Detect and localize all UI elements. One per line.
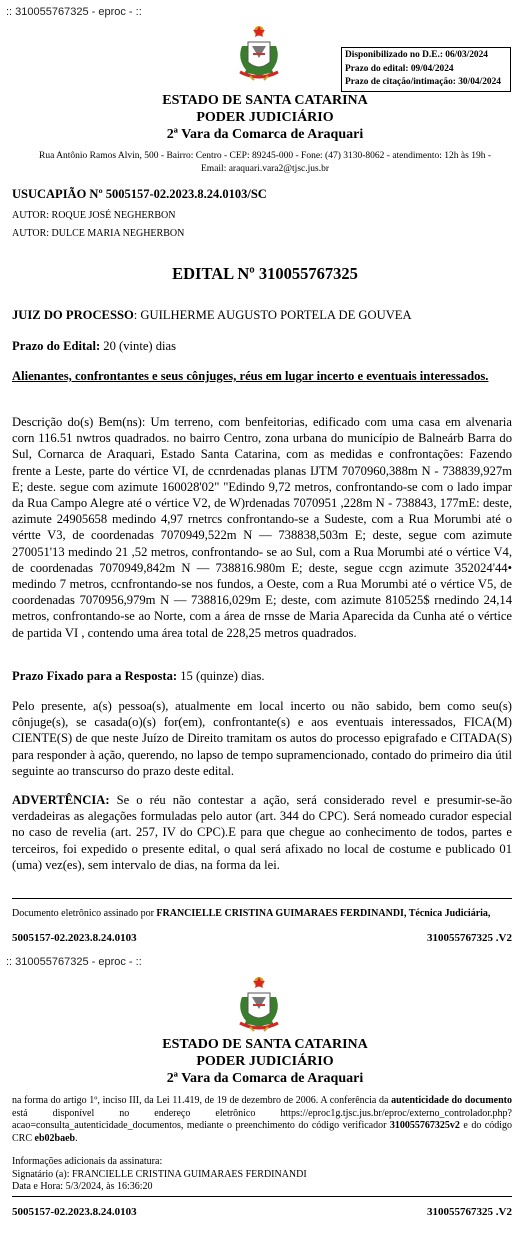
judge-name: : GUILHERME AUGUSTO PORTELA DE GOUVEA (133, 308, 412, 322)
state-coat-of-arms (234, 24, 284, 87)
edital-period-line (12, 338, 512, 354)
page-header-label: :: 310055767325 - eproc - :: (6, 956, 142, 968)
court-address: Rua Antônio Ramos Alvin, 500 - Bairro: Centro - CEP: 89245-000 - Fone: (47) 3130-8062 - atendimento: 12h às 19h - (39, 151, 491, 161)
footer-document-id: 310055767325 .V2 (427, 1206, 512, 1218)
property-description: Descrição do(s) Bem(ns): Um terreno, com benfeitorias, edificado com uma casa em alvenaria corn 116.51 nwtros quadrados. no bairro Centro, zona urbana do município de Balneárb Barra do Sul, Cornarca de Araquari, Estado Santa Catarina, com as medidas e confrontações: Fazendo frente a Leste, parte do vértice VI, de ccnrdenadas planas IJTM 7070960,388m N - 738839,927m E; deste. segue com azimute 160028'02" "Edindo 9,72 metros, confrontando-se com o lado impar da Rua Campo Alegre até o vértice V2, de W)rdenadas 7070951 ,228m N - 738843, 177mE: deste, azimute 24905658 medindo 4,97 rnetrcs confrontando-se a Sudeste, com a Rua Morumbi até o vértte V3, de coordenadas 7070949,522m N — 738838,503m E; deste, segue com azimute 270051'13 medindo 21 ,52 metros, confrontando- se ao Sul, com a Rua Morumbi até o vértice V4, de coordenadas 7070949,842m N — 738816.980m E; deste, segue ccgn azimute 352024'44• medindo 7 metros, ccnfrontando-se nos fundos, a Oeste, com a Rua Morumbi até o vértice V5, de coordenadas 7070956,979m N — 738816,029m E; deste, com azimute 810525$ rnedindo 24,14 metros, confrontando-se ao Norte, com a área de rnsse de Maria Aparecida da Cunha até o vértice de partida VI , contendo uma área total de 228,25 metros quadrados. (12, 415, 512, 640)
edital-period-value: 20 (vinte) dias (100, 339, 177, 353)
footer-process-number: 5005157-02.2023.8.24.0103 (12, 932, 137, 944)
electronic-signature-line (12, 908, 512, 919)
signatory: Signatário (a): FRANCIELLE CRISTINA GUIMARAES FERDINANDI (12, 1168, 307, 1180)
state-coat-of-arms (234, 975, 284, 1038)
signature-datetime: Data e Hora: 5/3/2024, às 16:36:20 (12, 1181, 153, 1192)
court-email: Email: araquari.vara2@tjsc.jus.br (201, 164, 329, 174)
response-period-label: Prazo Fixado para a Resposta: (12, 669, 178, 683)
response-period-value: 15 (quinze) dias. (177, 669, 265, 683)
auth-text-2: está disponível no endereço eletrônico https://eproc1g.tjsc.jus.br/eproc/externo_controlador.php?acao=consulta_autenticidade_documentos, mediante o preenchimento do código verificador (12, 1107, 512, 1131)
footer-process-number: 5005157-02.2023.8.24.0103 (12, 1206, 137, 1218)
signature-info-title: Informações adicionais da assinatura: (12, 1156, 163, 1167)
author-1: AUTOR: ROQUE JOSÉ NEGHERBON (12, 210, 176, 221)
judge-label: JUIZ DO PROCESSO (12, 308, 134, 322)
edital-title: EDITAL Nº 310055767325 (172, 264, 358, 283)
process-number: USUCAPIÃO Nº 5005157-02.2023.8.24.0103/SC (12, 187, 267, 201)
judge-line (12, 307, 512, 323)
publication-dates-box (341, 47, 511, 92)
state-name: ESTADO DE SANTA CATARINA (162, 1037, 368, 1052)
court-name: 2ª Vara da Comarca de Araquari (166, 1071, 364, 1086)
state-name: ESTADO DE SANTA CATARINA (162, 93, 368, 108)
verifier-code: 310055767325v2 (389, 1120, 460, 1131)
response-period-line (12, 668, 512, 684)
signature-prefix: Documento eletrônico assinado por (12, 908, 157, 919)
judicial-power: PODER JUDICIÁRIO (196, 110, 334, 125)
addressees: Alienantes, confrontantes e seus cônjuges, réus em lugar incerto e eventuais interessados. (12, 369, 489, 383)
auth-text-1: na forma do artigo 1º, inciso III, da Lei 11.419, de 19 de dezembro de 2006. A conferência da (12, 1095, 392, 1106)
divider (12, 898, 512, 899)
citation-deadline: Prazo de citação/intimação: 30/04/2024 (345, 77, 501, 87)
citation-text: Pelo presente, a(s) pessoa(s), atualmente em local incerto ou não sabido, bem como seu(s) cônjuge(s), se casada(o)(s) for(em), confrontante(s) e aos eventuais interessados, FICA(M) CIENTE(S) de que neste Juízo de Direito tramitam os autos do processo epigrafado e CITADA(S) para responder à ação, querendo, no lapso de tempo supramencionado, contado do primeiro dia útil seguinte ao transcurso do prazo deste edital. (12, 699, 512, 778)
signature-info (12, 1156, 512, 1194)
warning-text: Se o réu não contestar a ação, será considerado revel e presumir-se-ão verdadeiras as alegações formuladas pelo autor (art. 344 do CPC). Será nomeado curador especial no caso de revelia (art. 257, IV do CPC).E para que chegue ao conhecimento de todos, partes e terceiros, foi expedido o presente edital, o qual será afixado no local de costume e publicado 01 (uma) vez(es), sem intervalo de dias, na forma da lei. (12, 793, 512, 872)
warning-label: ADVERTÊNCIA: (12, 793, 110, 807)
edital-deadline: Prazo do edital: 09/04/2024 (345, 63, 454, 74)
signer-name: FRANCIELLE CRISTINA GUIMARAES FERDINANDI, Técnica Judiciária, (156, 908, 491, 919)
auth-text-3: e do código CRC (12, 1120, 513, 1144)
judicial-power: PODER JUDICIÁRIO (196, 1054, 334, 1069)
author-2: AUTOR: DULCE MARIA NEGHERBON (12, 228, 185, 239)
crc-code: eb02baeb (34, 1132, 76, 1144)
footer-document-id: 310055767325 .V2 (427, 932, 512, 944)
court-name: 2ª Vara da Comarca de Araquari (166, 127, 364, 142)
publication-date: Disponibilizado no D.E.: 06/03/2024 (345, 50, 488, 60)
authenticity-notice (12, 1095, 512, 1145)
divider (12, 1196, 512, 1197)
page-header-label: :: 310055767325 - eproc - :: (6, 6, 142, 18)
warning-paragraph (12, 792, 512, 873)
auth-bold-1: autenticidade do documento (391, 1095, 513, 1106)
edital-period-label: Prazo do Edital: (12, 339, 101, 353)
auth-text-4: . (75, 1132, 78, 1144)
